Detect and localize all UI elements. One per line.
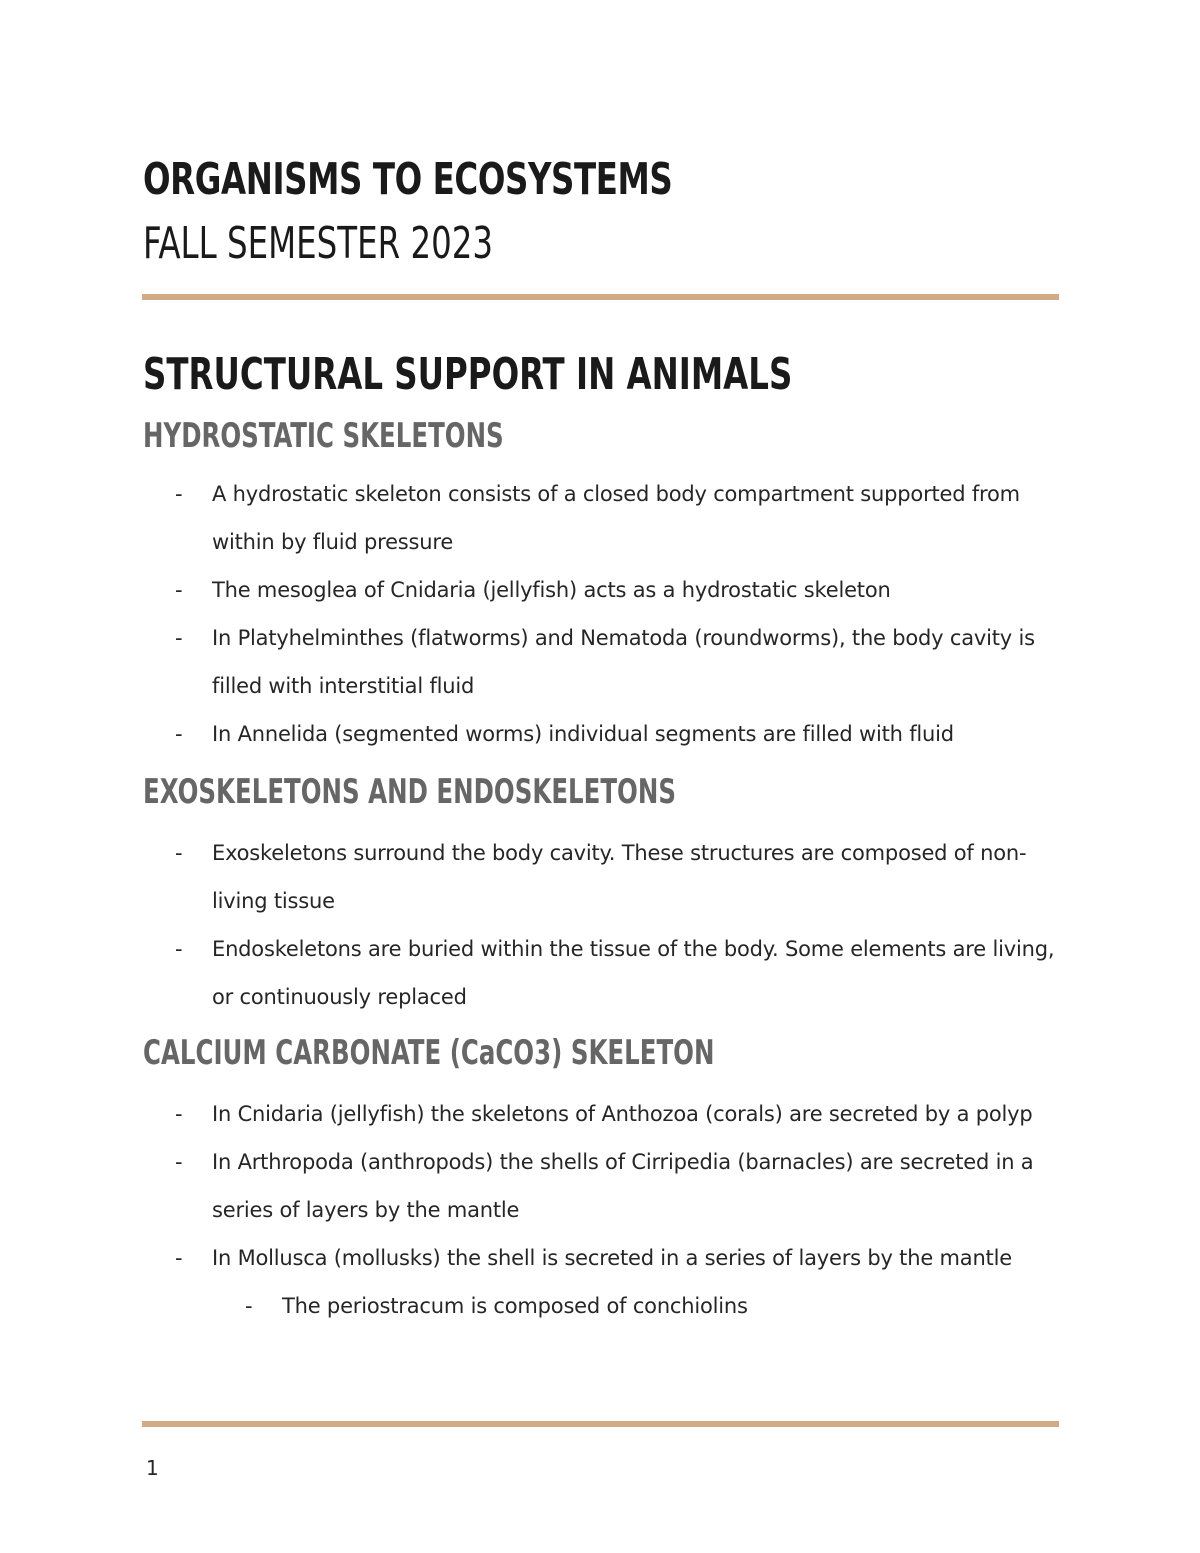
page-number: 1 (146, 1456, 159, 1480)
document-title: ORGANISMS TO ECOSYSTEMS (143, 154, 673, 205)
list-item (143, 829, 1073, 925)
bullet-marker: - (175, 1246, 183, 1270)
footer-divider (142, 1421, 1059, 1427)
list-item-text: In Annelida (segmented worms) individual segments are filled with fluid (212, 722, 954, 746)
list-item-text: In Cnidaria (jellyfish) the skeletons of Anthozoa (corals) are secreted by a polyp (212, 1102, 1033, 1126)
bullet-marker: - (175, 578, 183, 602)
bullet-list-hydrostatic (143, 470, 1073, 758)
bullet-list-exo-endo (143, 829, 1073, 1021)
bullet-list-calcium-carbonate (143, 1090, 1073, 1330)
bullet-marker: - (175, 841, 183, 865)
list-item-text: A hydrostatic skeleton consists of a closed body compartment supported from within by fluid pressure (212, 482, 1020, 554)
main-heading: STRUCTURAL SUPPORT IN ANIMALS (143, 349, 793, 400)
list-item-text: The mesoglea of Cnidaria (jellyfish) acts as a hydrostatic skeleton (212, 578, 891, 602)
sub-list-item-text: The periostracum is composed of conchiolins (282, 1294, 748, 1318)
list-item (143, 925, 1073, 1021)
section-heading-hydrostatic: HYDROSTATIC SKELETONS (143, 416, 504, 456)
bullet-marker: - (175, 626, 183, 650)
list-item-text: In Arthropoda (anthropods) the shells of Cirripedia (barnacles) are secreted in a series of layers by the mantle (212, 1150, 1034, 1222)
list-item (143, 1090, 1073, 1138)
header-divider (142, 294, 1059, 300)
list-item (143, 710, 1073, 758)
list-item-text: Exoskeletons surround the body cavity. These structures are composed of non-living tissue (212, 841, 1027, 913)
list-item (143, 614, 1073, 710)
bullet-marker: - (175, 722, 183, 746)
list-item-text: Endoskeletons are buried within the tissue of the body. Some elements are living, or continuously replaced (212, 937, 1055, 1009)
bullet-marker: - (175, 482, 183, 506)
bullet-marker: - (245, 1294, 253, 1318)
list-item-text: In Mollusca (mollusks) the shell is secreted in a series of layers by the mantle (212, 1246, 1012, 1270)
list-item (143, 1234, 1073, 1282)
sub-list-item (143, 1282, 1073, 1330)
list-item-text: In Platyhelminthes (flatworms) and Nematoda (roundworms), the body cavity is filled with interstitial fluid (212, 626, 1035, 698)
document-subtitle: FALL SEMESTER 2023 (143, 218, 494, 269)
section-heading-exo-endo: EXOSKELETONS AND ENDOSKELETONS (143, 772, 676, 812)
bullet-marker: - (175, 937, 183, 961)
list-item (143, 1138, 1073, 1234)
list-item (143, 566, 1073, 614)
list-item (143, 470, 1073, 566)
section-heading-calcium-carbonate: CALCIUM CARBONATE (CaCO3) SKELETON (143, 1033, 715, 1073)
bullet-marker: - (175, 1150, 183, 1174)
bullet-marker: - (175, 1102, 183, 1126)
